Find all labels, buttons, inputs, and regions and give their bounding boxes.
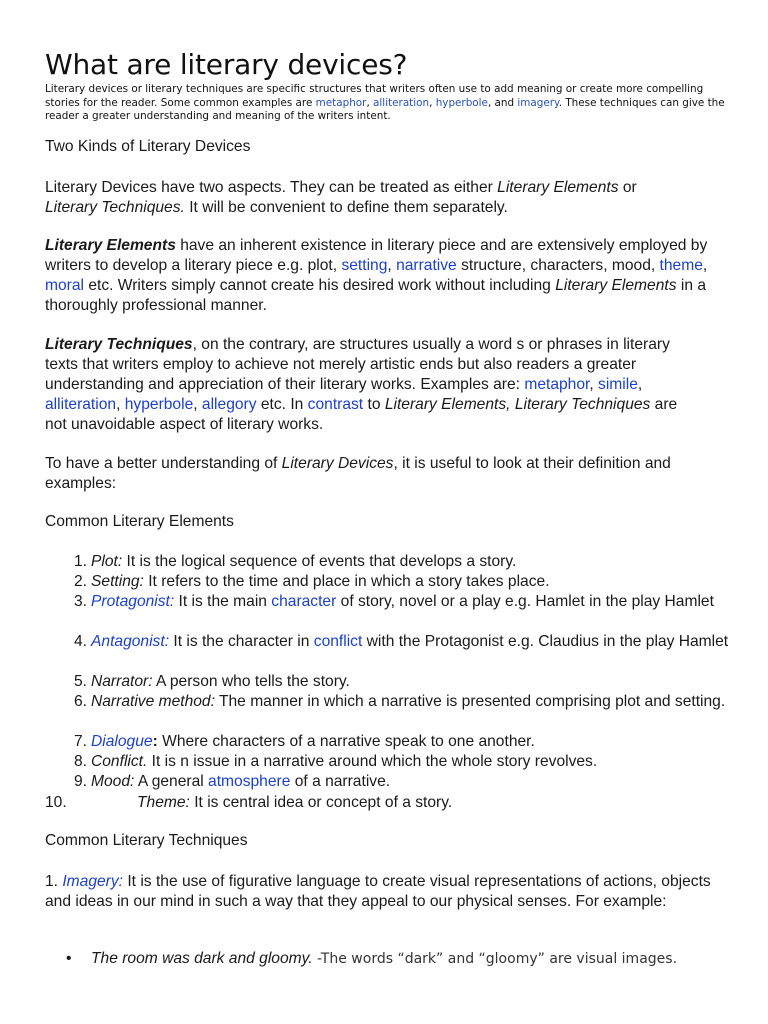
definition: It is n issue in a narrative around which the whole story revolves.: [147, 753, 598, 770]
text: ,: [702, 257, 708, 274]
paragraph-aspects: [45, 178, 655, 218]
list-number: 3.: [73, 593, 87, 610]
link-atmosphere[interactable]: atmosphere: [208, 773, 291, 790]
term: Conflict.: [91, 753, 148, 770]
intro-sep: , and: [487, 96, 518, 109]
emphasis: Literary Elements: [555, 277, 677, 294]
definition: It is the character in: [169, 633, 314, 650]
text: ,: [193, 396, 202, 413]
text: etc. In: [256, 396, 308, 413]
link-hyperbole-2[interactable]: hyperbole: [124, 396, 194, 413]
list-number: 1.: [73, 553, 87, 570]
term: Narrator:: [91, 673, 153, 690]
definition: It is the logical sequence of events that develops a story.: [122, 553, 517, 570]
emphasis: Literary Elements: [497, 179, 619, 196]
emphasis: Literary Elements, Literary Techniques: [384, 396, 651, 413]
text: It will be convenient to define them separately.: [184, 199, 508, 216]
intro-text-end: . These techniques can give the reader a greater understanding and meaning of the writers intent.: [45, 96, 725, 122]
example-explanation: -The words “dark” and “gloomy” are visual images.: [312, 951, 678, 967]
link-metaphor[interactable]: metaphor: [315, 96, 367, 109]
text: structure, characters, mood,: [456, 257, 660, 274]
term-literary-techniques: Literary Techniques: [45, 336, 193, 353]
link-imagery-2[interactable]: Imagery:: [62, 873, 124, 890]
list-number: 2.: [73, 573, 87, 590]
intro-sep: ,: [366, 96, 374, 109]
link-setting[interactable]: setting: [341, 257, 388, 274]
text: ,: [637, 376, 643, 393]
section-heading-techniques: Common Literary Techniques: [45, 832, 248, 849]
text: To have a better understanding of: [45, 455, 282, 472]
link-contrast[interactable]: contrast: [307, 396, 364, 413]
text: Literary Devices have two aspects. They can be treated as either: [45, 179, 498, 196]
definition: A general: [134, 773, 209, 790]
text: ,: [116, 396, 125, 413]
list-number: 4.: [73, 633, 87, 650]
emphasis: Literary Devices: [281, 455, 394, 472]
link-conflict[interactable]: conflict: [313, 633, 363, 650]
link-simile[interactable]: simile: [598, 376, 638, 393]
section-heading-two-kinds: Two Kinds of Literary Devices: [45, 138, 251, 155]
link-character[interactable]: character: [271, 593, 337, 610]
link-narrative[interactable]: narrative: [396, 257, 457, 274]
definition: with the Protagonist e.g. Claudius in the play Hamlet: [362, 633, 729, 650]
text: are not unavoidable aspect of literary works.: [45, 396, 678, 433]
text: in a thoroughly professional manner.: [45, 277, 707, 314]
text: etc. Writers simply cannot create his desired work without including: [84, 277, 556, 294]
text: , it is useful to look at their definition and examples:: [45, 455, 671, 492]
link-hyperbole[interactable]: hyperbole: [435, 96, 488, 109]
term-literary-elements: Literary Elements: [45, 237, 176, 254]
text: , on the contrary, are structures usually a word s or phrases in literary texts that writers employ to achieve not merely artistic ends but also readers a greater understanding and appreciation of their literary works. Examples are:: [45, 336, 670, 393]
list-number: 5.: [73, 673, 87, 690]
list-number: 7.: [73, 733, 87, 750]
definition: A person who tells the story.: [152, 673, 350, 690]
text: ,: [387, 257, 397, 274]
text: have an inherent existence in literary piece and are extensively employed by writers to develop a literary piece e.g. plot,: [45, 237, 708, 274]
definition: It refers to the time and place in which a story takes place.: [143, 573, 550, 590]
list-number: 10.: [45, 794, 67, 811]
link-antagonist[interactable]: Antagonist:: [91, 633, 170, 650]
definition: of a narrative.: [290, 773, 391, 790]
link-protagonist[interactable]: Protagonist:: [91, 593, 175, 610]
link-alliteration-2[interactable]: alliteration: [45, 396, 117, 413]
intro-text: Literary devices or literary techniques are specific structures that writers often use to add meaning or create more compelling stories for the reader. Some common examples are: [45, 83, 704, 109]
section-heading-elements: Common Literary Elements: [45, 513, 234, 530]
link-moral[interactable]: moral: [45, 277, 84, 294]
definition: It is the main: [174, 593, 272, 610]
link-imagery[interactable]: imagery: [517, 96, 559, 109]
definition: Where characters of a narrative speak to one another.: [157, 733, 535, 750]
colon: :: [152, 733, 158, 750]
example-quote: The room was dark and gloomy.: [91, 950, 313, 967]
definition: It is the use of figurative language to create visual representations of actions, objects and ideas in our mind in such a way that they appeal to our physical senses. For example:: [45, 873, 711, 910]
list-number: 6.: [73, 693, 87, 710]
term: Narrative method:: [91, 693, 215, 710]
list-number: 9.: [73, 773, 87, 790]
page-title: What are literary devices?: [45, 48, 408, 81]
text: or: [618, 179, 637, 196]
link-dialogue[interactable]: Dialogue: [91, 733, 153, 750]
link-theme[interactable]: theme: [659, 257, 703, 274]
text: ,: [589, 376, 599, 393]
intro-sep: ,: [429, 96, 436, 109]
link-allegory[interactable]: allegory: [201, 396, 257, 413]
term: Theme:: [137, 794, 190, 811]
definition: It is central idea or concept of a story.: [189, 794, 453, 811]
paragraph-literary-techniques: [45, 335, 680, 435]
emphasis: Literary Techniques.: [45, 199, 185, 216]
list-number: 8.: [73, 753, 87, 770]
text: to: [363, 396, 385, 413]
link-alliteration[interactable]: alliteration: [373, 96, 430, 109]
term: Setting:: [91, 573, 144, 590]
intro-paragraph: [45, 83, 725, 124]
list-number: 1.: [45, 873, 63, 890]
term: Mood:: [91, 773, 135, 790]
definition: of story, novel or a play e.g. Hamlet in the play Hamlet: [336, 593, 714, 610]
definition: The manner in which a narrative is presented comprising plot and setting.: [214, 693, 726, 710]
paragraph-imagery: [45, 872, 725, 912]
link-metaphor-2[interactable]: metaphor: [524, 376, 590, 393]
term: Plot:: [91, 553, 123, 570]
paragraph-literary-elements: [45, 236, 735, 316]
paragraph-understanding: [45, 454, 705, 494]
bullet-icon: •: [66, 950, 72, 967]
